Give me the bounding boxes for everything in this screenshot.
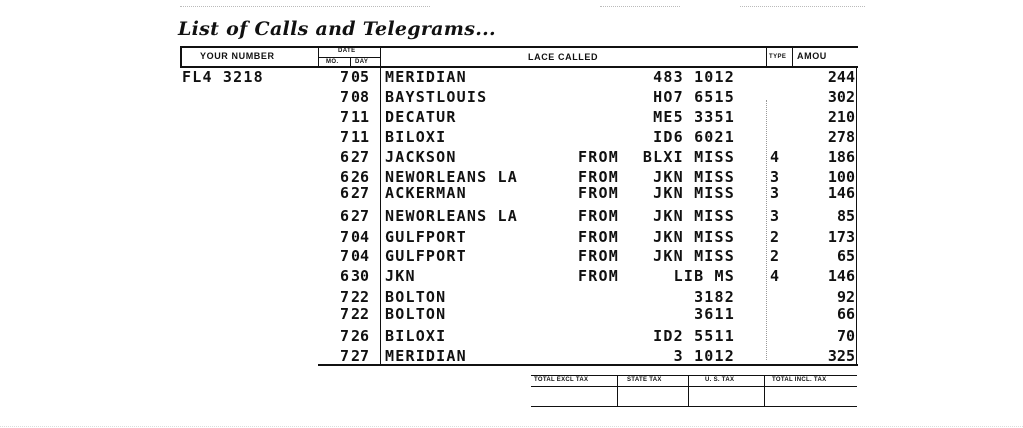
row-month: 7 (339, 347, 349, 365)
row-day: 27 (351, 207, 370, 225)
row-day: 08 (351, 88, 370, 106)
row-amount: 325 (827, 347, 855, 365)
header-date: DATE (338, 48, 356, 54)
row-place: MERIDIAN (385, 68, 467, 86)
row-day: 26 (351, 168, 370, 186)
place-column-rule (380, 68, 381, 365)
totals-bottom-rule (531, 406, 857, 407)
row-month: 7 (339, 228, 349, 246)
totals-divider (764, 375, 765, 406)
row-amount: 70 (836, 327, 855, 345)
row-month: 7 (339, 88, 349, 106)
row-place: BILOXI (385, 128, 447, 146)
row-day: 27 (351, 347, 370, 365)
top-edge-speckle (740, 6, 865, 7)
header-place-called: LACE CALLED (528, 52, 599, 62)
totals-divider (617, 375, 618, 406)
row-type: 3 (770, 168, 781, 186)
row-day: 04 (351, 247, 370, 265)
header-top-rule (180, 46, 858, 48)
row-amount: 100 (827, 168, 855, 186)
row-from: FROM (578, 267, 619, 285)
top-edge-speckle (180, 6, 430, 7)
date-subheader-divider (350, 57, 351, 68)
header-divider (380, 46, 381, 68)
row-number: JKN MISS (653, 207, 735, 225)
row-place: BILOXI (385, 327, 447, 345)
row-day: 05 (351, 68, 370, 86)
row-number: ID2 5511 (653, 327, 735, 345)
row-type: 2 (770, 228, 781, 246)
row-number: JKN MISS (653, 247, 735, 265)
header-your-number: YOUR NUMBER (200, 51, 275, 61)
row-number: JKN MISS (653, 184, 735, 202)
row-from: FROM (578, 207, 619, 225)
row-place: NEWORLEANS LA (385, 207, 518, 225)
row-month: 7 (339, 68, 349, 86)
row-month: 6 (339, 168, 349, 186)
row-type: 4 (770, 267, 781, 285)
row-place: GULFPORT (385, 228, 467, 246)
top-edge-speckle (600, 6, 680, 7)
row-amount: 278 (827, 128, 855, 146)
row-number: JKN MISS (653, 168, 735, 186)
row-month: 6 (339, 148, 349, 166)
row-month: 6 (339, 184, 349, 202)
header-day: DAY (355, 59, 369, 65)
row-amount: 146 (827, 267, 855, 285)
row-day: 04 (351, 228, 370, 246)
row-type: 2 (770, 247, 781, 265)
row-type: 4 (770, 148, 781, 166)
row-amount: 92 (836, 288, 855, 306)
totals-mid-rule (531, 386, 857, 387)
row-day: 11 (351, 108, 370, 126)
row-from: FROM (578, 184, 619, 202)
row-from: FROM (578, 148, 619, 166)
row-amount: 85 (836, 207, 855, 225)
row-number: ID6 6021 (653, 128, 735, 146)
row-place: MERIDIAN (385, 347, 467, 365)
header-mo: MO. (326, 59, 339, 65)
row-month: 6 (339, 207, 349, 225)
amount-right-rule (856, 68, 857, 365)
row-amount: 302 (827, 88, 855, 106)
header-amount: AMOU (797, 51, 827, 61)
row-day: 27 (351, 184, 370, 202)
header-left-edge (180, 46, 182, 68)
row-number: BLXI MISS (642, 148, 735, 166)
row-place: BOLTON (385, 288, 447, 306)
header-divider (766, 46, 767, 68)
row-number: 3611 (694, 305, 735, 323)
row-type: 3 (770, 184, 781, 202)
row-month: 7 (339, 128, 349, 146)
row-amount: 210 (827, 108, 855, 126)
footer-state-tax: STATE TAX (627, 377, 662, 383)
totals-divider (688, 375, 689, 406)
row-place: BAYSTLOUIS (385, 88, 488, 106)
header-type: TYPE (769, 54, 787, 60)
row-place: JKN (385, 267, 416, 285)
row-day: 11 (351, 128, 370, 146)
row-number: 3182 (694, 288, 735, 306)
row-day: 26 (351, 327, 370, 345)
row-place: GULFPORT (385, 247, 467, 265)
type-column-guide (766, 100, 767, 360)
row-number: ME5 3351 (653, 108, 735, 126)
row-month: 7 (339, 327, 349, 345)
totals-top-rule (531, 375, 857, 376)
form-title: List of Calls and Telegrams... (178, 18, 496, 40)
row-amount: 66 (836, 305, 855, 323)
row-from: FROM (578, 247, 619, 265)
row-month: 7 (339, 108, 349, 126)
row-place: DECATUR (385, 108, 457, 126)
row-number: 483 1012 (653, 68, 735, 86)
row-day: 22 (351, 288, 370, 306)
your-number-value: FL4 3218 (182, 68, 264, 86)
row-day: 30 (351, 267, 370, 285)
footer-total-excl-tax: TOTAL EXCL TAX (534, 377, 589, 383)
row-amount: 244 (827, 68, 855, 86)
row-from: FROM (578, 228, 619, 246)
row-place: JACKSON (385, 148, 457, 166)
header-divider (792, 46, 793, 68)
row-place: BOLTON (385, 305, 447, 323)
row-number: LIB MS (673, 267, 735, 285)
row-amount: 186 (827, 148, 855, 166)
row-day: 22 (351, 305, 370, 323)
row-amount: 173 (827, 228, 855, 246)
row-month: 7 (339, 305, 349, 323)
row-number: HO7 6515 (653, 88, 735, 106)
footer-us-tax: U. S. TAX (705, 377, 735, 383)
footer-total-incl-tax: TOTAL INCL. TAX (772, 377, 827, 383)
date-subheader-rule (318, 57, 380, 58)
bottom-dotted-edge (0, 426, 1023, 427)
row-month: 7 (339, 247, 349, 265)
row-from: FROM (578, 168, 619, 186)
row-month: 7 (339, 288, 349, 306)
row-month: 6 (339, 267, 349, 285)
row-place: ACKERMAN (385, 184, 467, 202)
row-number: JKN MISS (653, 228, 735, 246)
row-place: NEWORLEANS LA (385, 168, 518, 186)
row-type: 3 (770, 207, 781, 225)
row-number: 3 1012 (673, 347, 735, 365)
row-amount: 146 (827, 184, 855, 202)
row-day: 27 (351, 148, 370, 166)
row-amount: 65 (836, 247, 855, 265)
